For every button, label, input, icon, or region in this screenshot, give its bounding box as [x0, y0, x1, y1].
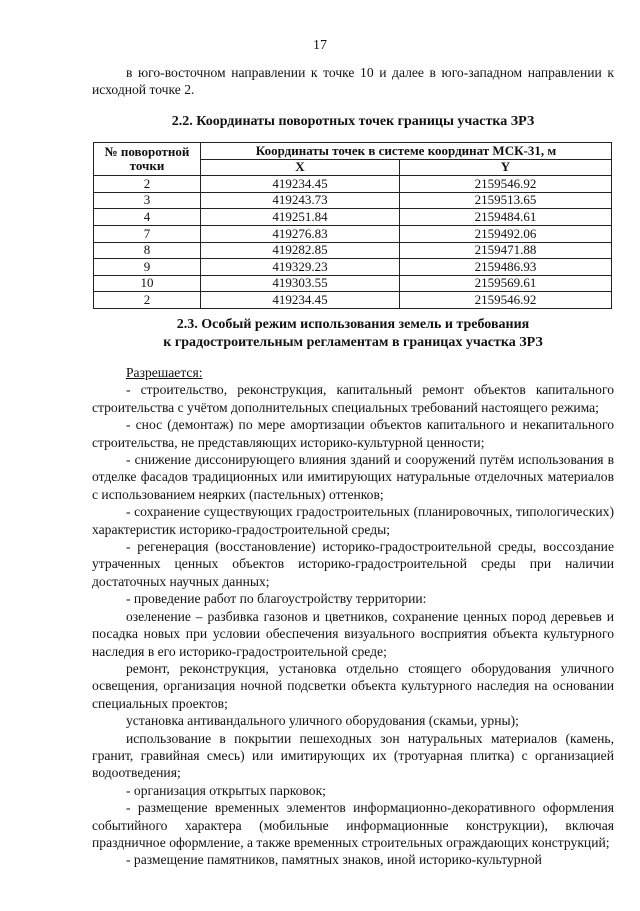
- section-2-3-title-line2: к градостроительным регламентам в границах участка ЗРЗ: [163, 335, 543, 350]
- permitted-item: - размещение памятников, памятных знаков, иной историко-культурной: [126, 852, 542, 868]
- cell-x: 419276.83: [201, 225, 400, 242]
- header-x: X: [201, 159, 400, 176]
- cell-x: 419234.45: [201, 176, 400, 193]
- cell-point: 9: [94, 259, 201, 276]
- permitted-item: - организация открытых парковок;: [126, 782, 326, 798]
- cell-point: 4: [94, 209, 201, 226]
- permitted-item: - проведение работ по благоустройству территории:: [126, 591, 427, 607]
- permitted-section: [92, 364, 614, 869]
- table-header-row: [94, 143, 612, 160]
- table-row: [94, 176, 612, 193]
- section-2-2-title: 2.2. Координаты поворотных точек границы участка ЗРЗ: [171, 114, 535, 129]
- cell-point: 2: [94, 292, 201, 309]
- cell-x: 419282.85: [201, 242, 400, 259]
- table-row: [94, 242, 612, 259]
- table-row: [94, 225, 612, 242]
- permitted-item: - снижение диссонирующего влияния зданий и сооружений путём использования в отделке фасадов традиционных или имитирующих натуральные отделочных материалов с использованием неярких (пастельных) оттенков;: [92, 452, 614, 502]
- section-2-3-title-line1: 2.3. Особый режим использования земель и требования: [176, 317, 530, 332]
- table-row: [94, 192, 612, 209]
- cell-y: 2159546.92: [400, 176, 612, 193]
- page-number: 17: [313, 38, 327, 53]
- permitted-label: [92, 364, 614, 381]
- cell-point: 10: [94, 275, 201, 292]
- cell-y: 2159492.06: [400, 225, 612, 242]
- permitted-item: установка антивандального уличного оборудования (скамьи, урны);: [126, 713, 519, 729]
- cell-point: 8: [94, 242, 201, 259]
- permitted-list: [92, 381, 614, 868]
- cell-point: 7: [94, 225, 201, 242]
- cell-y: 2159569.61: [400, 275, 612, 292]
- table-row: [94, 209, 612, 226]
- permitted-item: ремонт, реконструкция, установка отдельно стоящего оборудования уличного освещения, организация ночной подсветки объекта культурного наследия на основании специальных проектов;: [92, 660, 614, 711]
- cell-x: 419251.84: [201, 209, 400, 226]
- cell-y: 2159484.61: [400, 209, 612, 226]
- cell-y: 2159513.65: [400, 192, 612, 209]
- table-body: [94, 176, 612, 309]
- cell-y: 2159546.92: [400, 292, 612, 309]
- cell-x: 419243.73: [201, 192, 400, 209]
- intro-paragraph: в юго-восточном направлении к точке 10 и далее в юго-западном направлении к исходной точке 2.: [92, 65, 614, 98]
- permitted-item: использование в покрытии пешеходных зон натуральных материалов (камень, гранит, гравийная смесь) или имитирующих их (тротуарная плитка) с организацией водоотведения;: [92, 730, 614, 781]
- permitted-label-text: Разрешается:: [126, 365, 203, 380]
- permitted-item: озеленение – разбивка газонов и цветников, сохранение ценных пород деревьев и посадка новых при условии обеспечения визуального восприятия объекта культурного наследия в его историко-градостроительной среде;: [92, 608, 614, 659]
- header-y: Y: [400, 159, 612, 176]
- permitted-item: - регенерация (восстановление) историко-градостроительной среды, воссоздание утраченных ценных объектов историко-градостроительной среды при наличии достаточных научных данных;: [92, 539, 614, 589]
- table-row: [94, 292, 612, 309]
- section-2-3-title: [92, 316, 614, 352]
- permitted-item: - размещение временных элементов информационно-декоративного оформления событийного характера (мобильные информационные конструкции), включая праздничное оформление, а также временных строительных ограждающих конструкций;: [92, 800, 614, 850]
- permitted-item: - строительство, реконструкция, капитальный ремонт объектов капитального строительства с учётом дополнительных специальных требований настоящего режима;: [92, 382, 614, 415]
- coordinates-table: [93, 142, 612, 309]
- header-coords: Координаты точек в системе координат МСК-31, м: [201, 143, 612, 160]
- header-point: № поворотной точки: [94, 143, 201, 176]
- table-row: [94, 275, 612, 292]
- cell-x: 419234.45: [201, 292, 400, 309]
- cell-y: 2159471.88: [400, 242, 612, 259]
- permitted-item: - снос (демонтаж) по мере амортизации объектов капитального и некапитального строительства, не представляющих историко-культурной ценности;: [92, 417, 614, 450]
- cell-point: 2: [94, 176, 201, 193]
- cell-x: 419303.55: [201, 275, 400, 292]
- cell-y: 2159486.93: [400, 259, 612, 276]
- permitted-item: - сохранение существующих градостроительных (планировочных, типологических) характеристик историко-градостроительной среды;: [92, 504, 614, 537]
- cell-point: 3: [94, 192, 201, 209]
- cell-x: 419329.23: [201, 259, 400, 276]
- table-row: [94, 259, 612, 276]
